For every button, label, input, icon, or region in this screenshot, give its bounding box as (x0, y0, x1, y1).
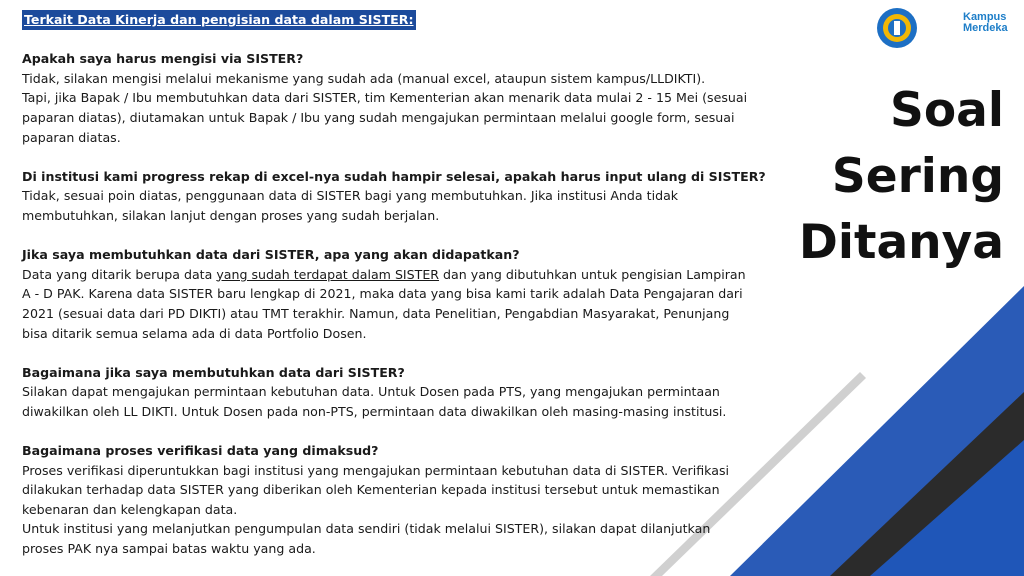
faq-answer-line: Proses verifikasi diperuntukkan bagi institusi yang mengajukan permintaan kebutuhan data di SISTER. Verifikasi (22, 462, 730, 478)
faq-answer-line: dilakukan terhadap data SISTER yang diberikan oleh Kementerian kepada institusi tersebut untuk memastikan (22, 482, 720, 498)
faq-question: Bagaimana jika saya membutuhkan data dari SISTER? (22, 364, 405, 380)
page-title (799, 78, 1004, 276)
faq-question: Apakah saya harus mengisi via SISTER? (22, 51, 304, 67)
underlined-text: yang sudah terdapat dalam SISTER (216, 266, 440, 282)
faq-answer-line: kebenaran dan kelengkapan data. (22, 501, 238, 517)
title-line: Ditanya (798, 215, 1004, 270)
faq-question: Di institusi kami progress rekap di excel-nya sudah hampir selesai, apakah harus input ulang di SISTER? (22, 168, 766, 184)
faq-answer-line (22, 265, 782, 285)
faq-answer-line: bisa ditarik semua selama ada di data Portfolio Dosen. (22, 325, 367, 341)
faq-answer-line: 2021 (sesuai data dari PD DIKTI) atau TMT terakhir. Namun, data Penelitian, Pengabdian Masyarakat, Penunjang (22, 305, 730, 321)
faq-answer-line: proses PAK nya sampai batas waktu yang ada. (22, 541, 316, 557)
answer-text: dan yang dibutuhkan untuk pengisian Lampiran (439, 266, 746, 282)
faq-question: Bagaimana proses verifikasi data yang dimaksud? (22, 443, 379, 459)
kemendikbud-logo-icon (876, 7, 918, 49)
faq-answer-line: membutuhkan, silakan lanjut dengan proses yang sudah berjalan. (22, 207, 440, 223)
faq-answer-line: paparan diatas. (22, 129, 121, 145)
faq-answer-line: diwakilkan oleh LL DIKTI. Untuk Dosen pada non-PTS, permintaan data diwakilkan oleh masing-masing institusi. (22, 403, 727, 419)
logo-text-merdeka: Merdeka (963, 22, 1008, 34)
kampus-merdeka-logo (963, 12, 1019, 46)
header-link[interactable]: Terkait Data Kinerja dan pengisian data dalam SISTER: (22, 10, 416, 30)
logo-text-kampus: Kampus (963, 11, 1007, 23)
faq-answer-line: Untuk institusi yang melanjutkan pengumpulan data sendiri (tidak melalui SISTER), silakan dapat dilanjutkan (22, 521, 711, 537)
faq-answer-line: Tidak, sesuai poin diatas, penggunaan data di SISTER bagi yang membutuhkan. Jika institusi Anda tidak (22, 188, 679, 204)
faq-answer-line: A - D PAK. Karena data SISTER baru lengkap di 2021, maka data yang bisa kami tarik adalah Data Pengajaran dari (22, 286, 743, 302)
faq-answer-line: Silakan dapat mengajukan permintaan kebutuhan data. Untuk Dosen pada PTS, yang mengajukan permintaan (22, 384, 720, 400)
faq-answer-line: Tidak, silakan mengisi melalui mekanisme yang sudah ada (manual excel, ataupun sistem kampus/LLDIKTI). (22, 70, 706, 86)
answer-text: Data yang ditarik berupa data (22, 266, 217, 282)
faq-answer-line: Tapi, jika Bapak / Ibu membutuhkan data dari SISTER, tim Kementerian akan menarik data mulai 2 - 15 Mei (sesuai (22, 90, 748, 106)
faq-answer-line: paparan diatas), diutamakan untuk Bapak / Ibu yang sudah mengajukan permintaan melalui google form, sesuai (22, 109, 735, 125)
faq-question: Jika saya membutuhkan data dari SISTER, apa yang akan didapatkan? (22, 247, 520, 263)
faq-content (22, 10, 782, 559)
title-line: Soal (890, 83, 1004, 138)
title-line: Sering (831, 149, 1004, 204)
